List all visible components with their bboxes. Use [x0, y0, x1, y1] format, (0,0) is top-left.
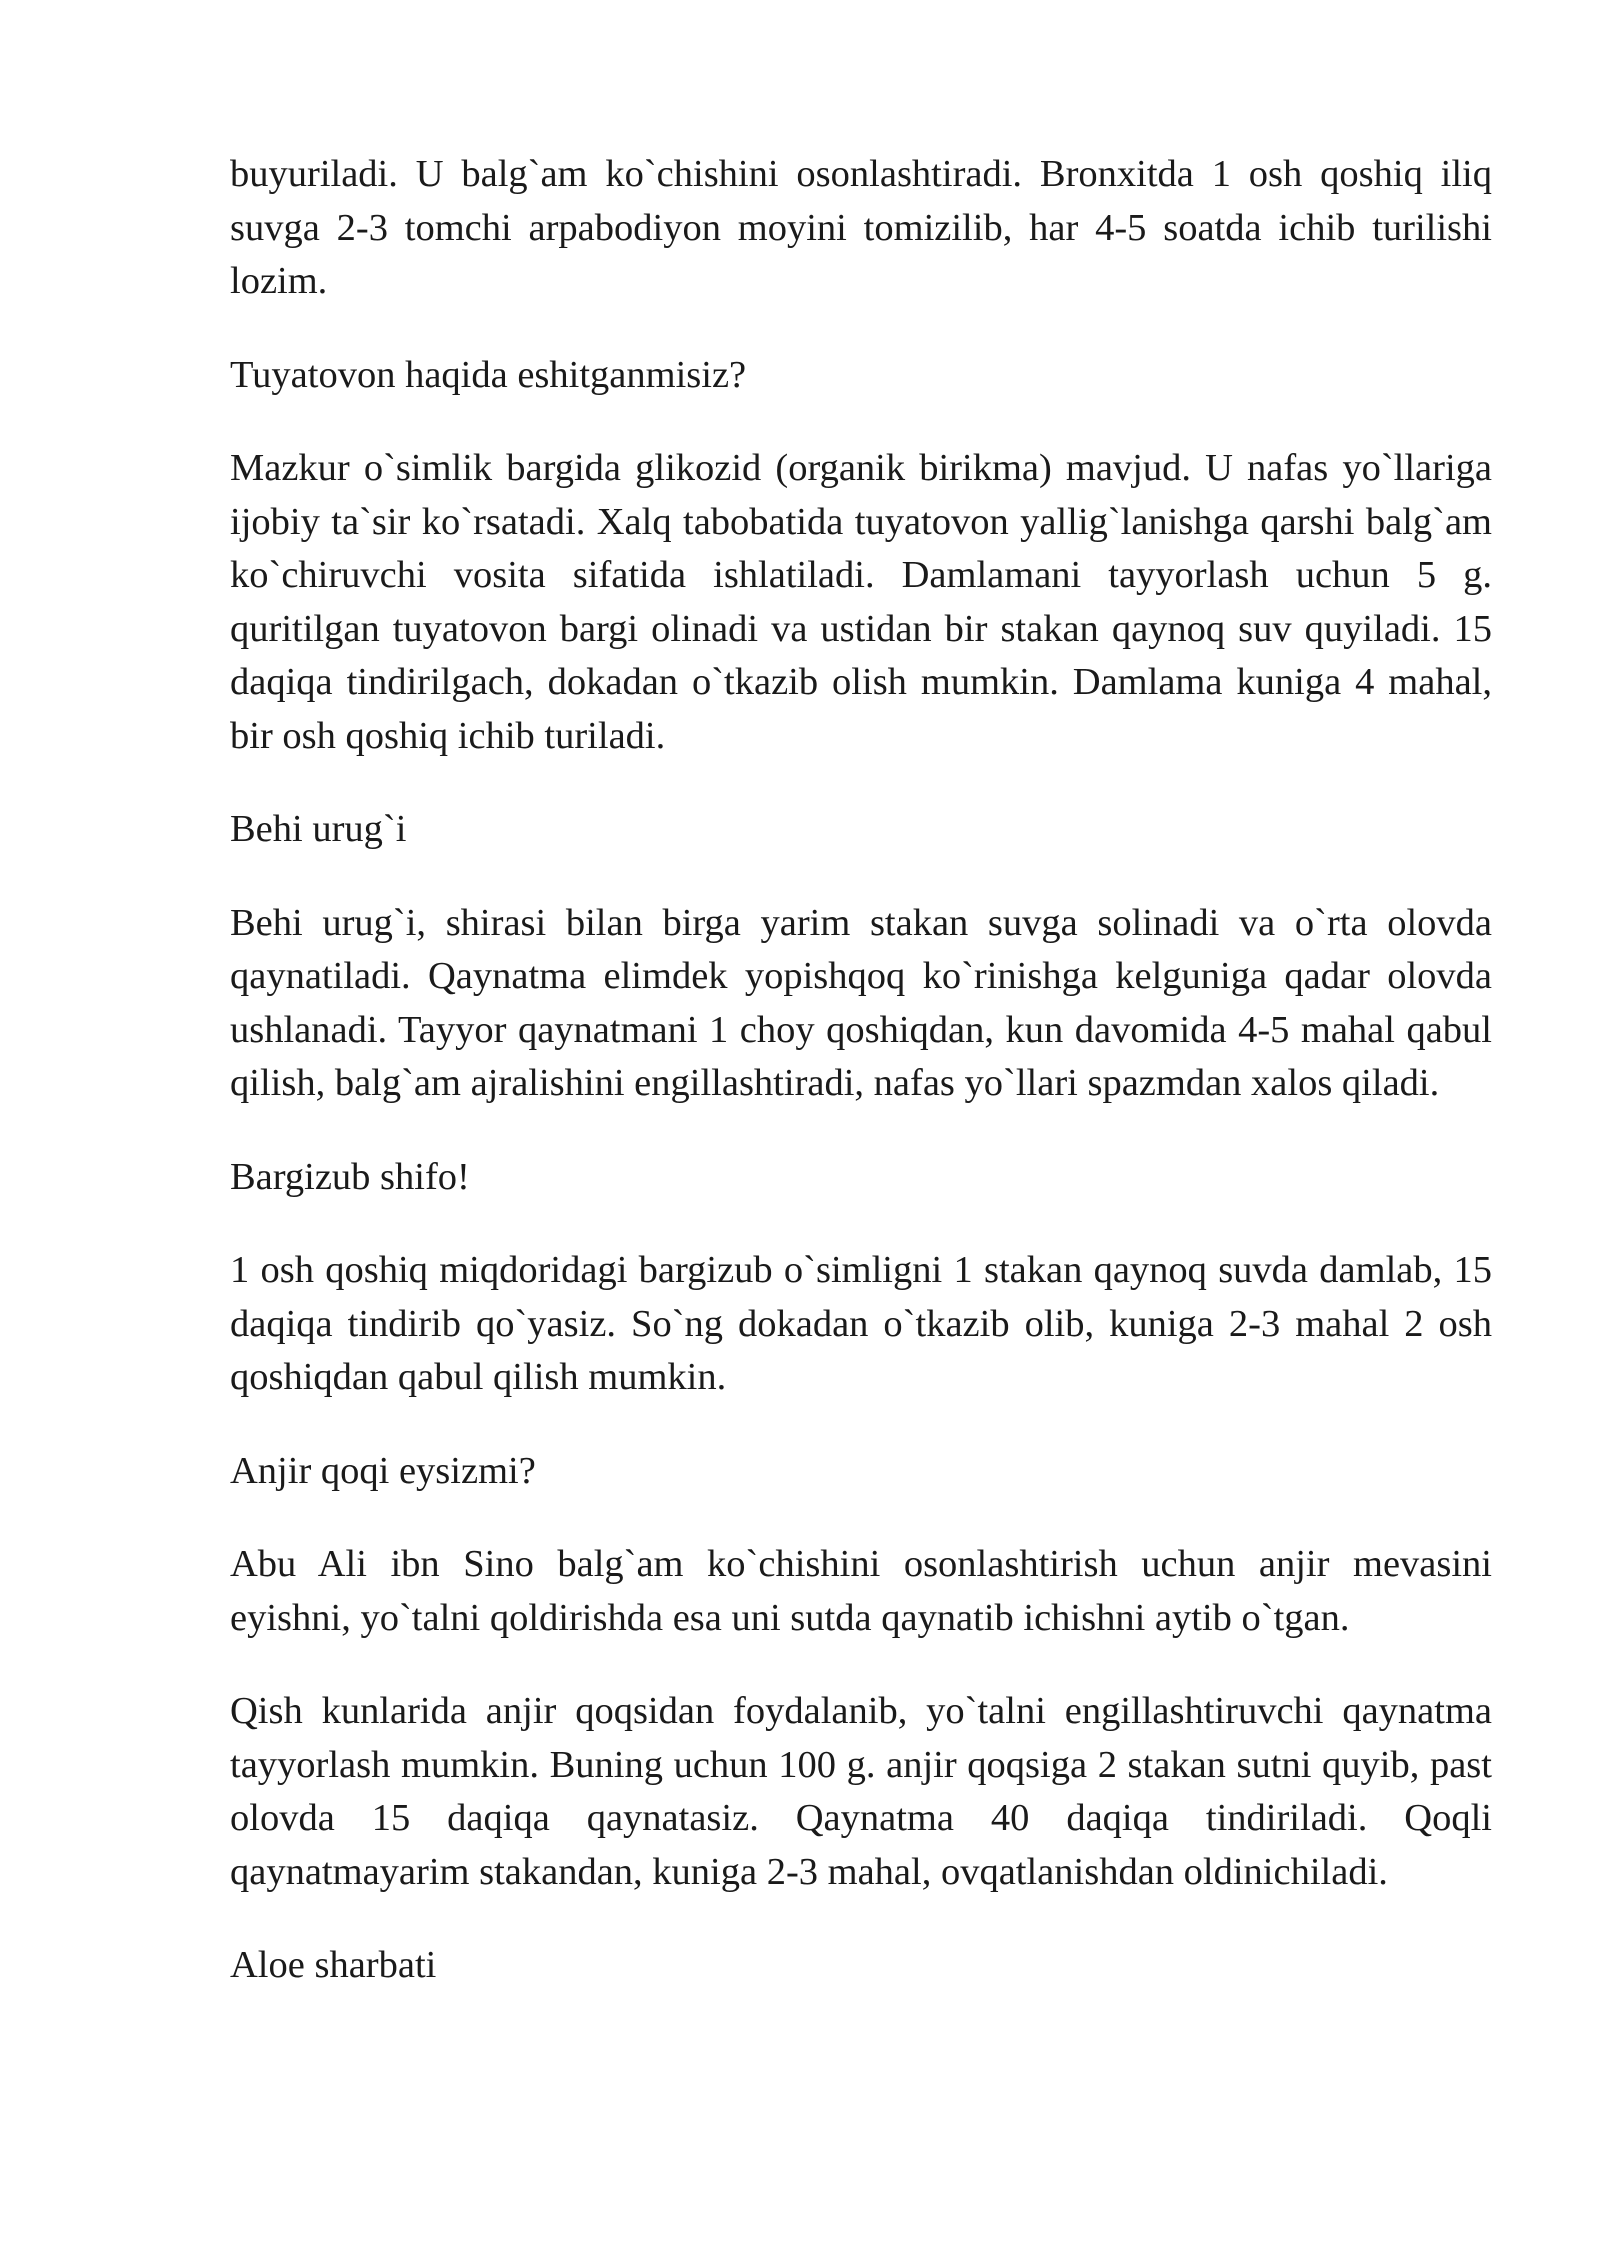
paragraph-ibn-sino: Abu Ali ibn Sino balg`am ko`chishini osonlashtirish uchun anjir mevasini eyishni, yo`talni qoldirishda esa uni sutda qaynatib ichishni aytib o`tgan. — [230, 1543, 1492, 1639]
document-page — [230, 148, 1492, 2033]
heading-bargizub: Bargizub shifo! — [230, 1155, 470, 1198]
paragraph-anjir-qaynatma: Qish kunlarida anjir qoqsidan foydalanib, yo`talni engillashtiruvchi qaynatma tayyorlash mumkin. Buning uchun 100 g. anjir qoqsiga 2 stakan sutni quyib, past olovda 15 daqiqa qaynatasiz. Qaynatma 40 daqiqa tindiriladi. Qoqli qaynatmayarim stakandan, kuniga 2-3 mahal, ovqatlanishdan oldinichiladi. — [230, 1690, 1492, 1893]
paragraph-tuyatovon: Mazkur o`simlik bargida glikozid (organik birikma) mavjud. U nafas yo`llariga ijobiy ta`sir ko`rsatadi. Xalq tabobatida tuyatovon yallig`lanishga qarshi balg`am ko`chiruvchi vosita sifatida ishlatiladi. Damlamani tayyorlash uchun 5 g. quritilgan tuyatovon bargi olinadi va ustidan bir stakan qaynoq suv quyiladi. 15 daqiqa tindirilgach, dokadan o`tkazib olish mumkin. Damlama kuniga 4 mahal, bir osh qoshiq ichib turiladi. — [230, 447, 1492, 757]
heading-anjir-qoqi: Anjir qoqi eysizmi? — [230, 1449, 536, 1492]
paragraph-behi-urugi: Behi urug`i, shirasi bilan birga yarim stakan suvga solinadi va o`rta olovda qaynatiladi. Qaynatma elimdek yopishqoq ko`rinishga kelguniga qadar olovda ushlanadi. Tayyor qaynatmani 1 choy qoshiqdan, kun davomida 4-5 mahal qabul qilish, balg`am ajralishini engillashtiradi, nafas yo`llari spazmdan xalos qiladi. — [230, 901, 1492, 1104]
paragraph-arpabodiyon-continued: buyuriladi. U balg`am ko`chishini osonlashtiradi. Bronxitda 1 osh qoshiq iliq suvga 2-3 tomchi arpabodiyon moyini tomizilib, har 4-5 soatda ichib turilishi lozim. — [230, 153, 1492, 302]
heading-aloe-sharbati: Aloe sharbati — [230, 1944, 437, 1986]
heading-tuyatovon: Tuyatovon haqida eshitganmisiz? — [230, 353, 747, 396]
heading-behi-urugi: Behi urug`i — [230, 808, 407, 850]
paragraph-bargizub: 1 osh qoshiq miqdoridagi bargizub o`simligni 1 stakan qaynoq suvda damlab, 15 daqiqa tindirib qo`yasiz. So`ng dokadan o`tkazib olib, kuniga 2-3 mahal 2 osh qoshiqdan qabul qilish mumkin. — [230, 1249, 1492, 1398]
